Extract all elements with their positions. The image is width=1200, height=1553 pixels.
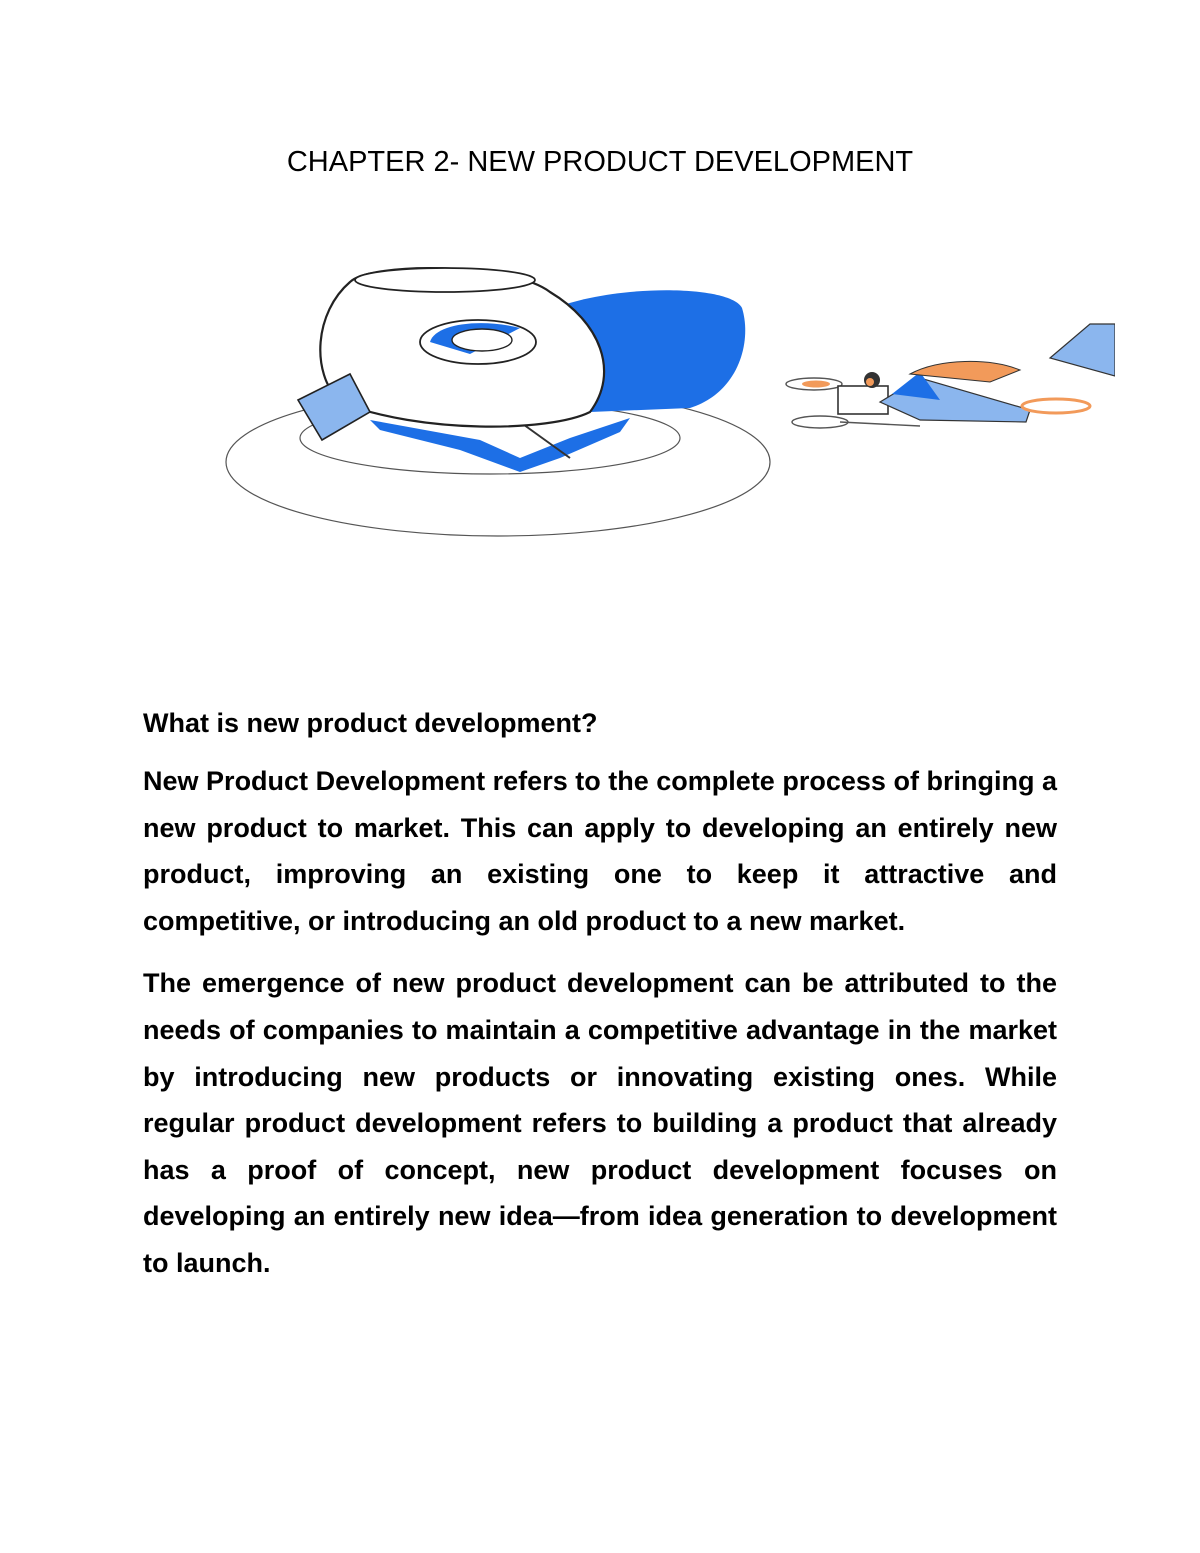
product-illustration — [220, 262, 1115, 547]
component-dot-orange — [866, 378, 874, 386]
component-wire — [840, 422, 920, 426]
component-cup — [1050, 324, 1115, 376]
page-title: CHAPTER 2- NEW PRODUCT DEVELOPMENT — [286, 146, 914, 178]
component-blue-strip — [880, 378, 1030, 422]
component-ring-3 — [1022, 399, 1090, 413]
pod-top-opening — [355, 268, 535, 292]
section-question: What is new product development? — [143, 708, 598, 738]
component-ring-2 — [792, 416, 848, 428]
component-orange-shell — [910, 361, 1020, 382]
pod-hole-inner — [452, 329, 512, 351]
paragraph-emergence: The emergence of new product development can be attributed to the needs of companies to maintain a competitive advantage in the market by introducing new products or innovating existing ones. While regular product development refers to building a product that already has a proof of concept, new product development focuses on developing an entirely new idea—from idea generation to development to launch. — [143, 968, 1057, 1278]
component-block — [838, 386, 888, 414]
component-ring-1-orange — [802, 381, 830, 388]
paragraph-definition: New Product Development refers to the complete process of bringing a new product to market. This can apply to developing an entirely new product, improving an existing one to keep it attractive and competitive, or introducing an old product to a new market. — [143, 766, 1057, 936]
document-body — [143, 700, 1057, 1303]
